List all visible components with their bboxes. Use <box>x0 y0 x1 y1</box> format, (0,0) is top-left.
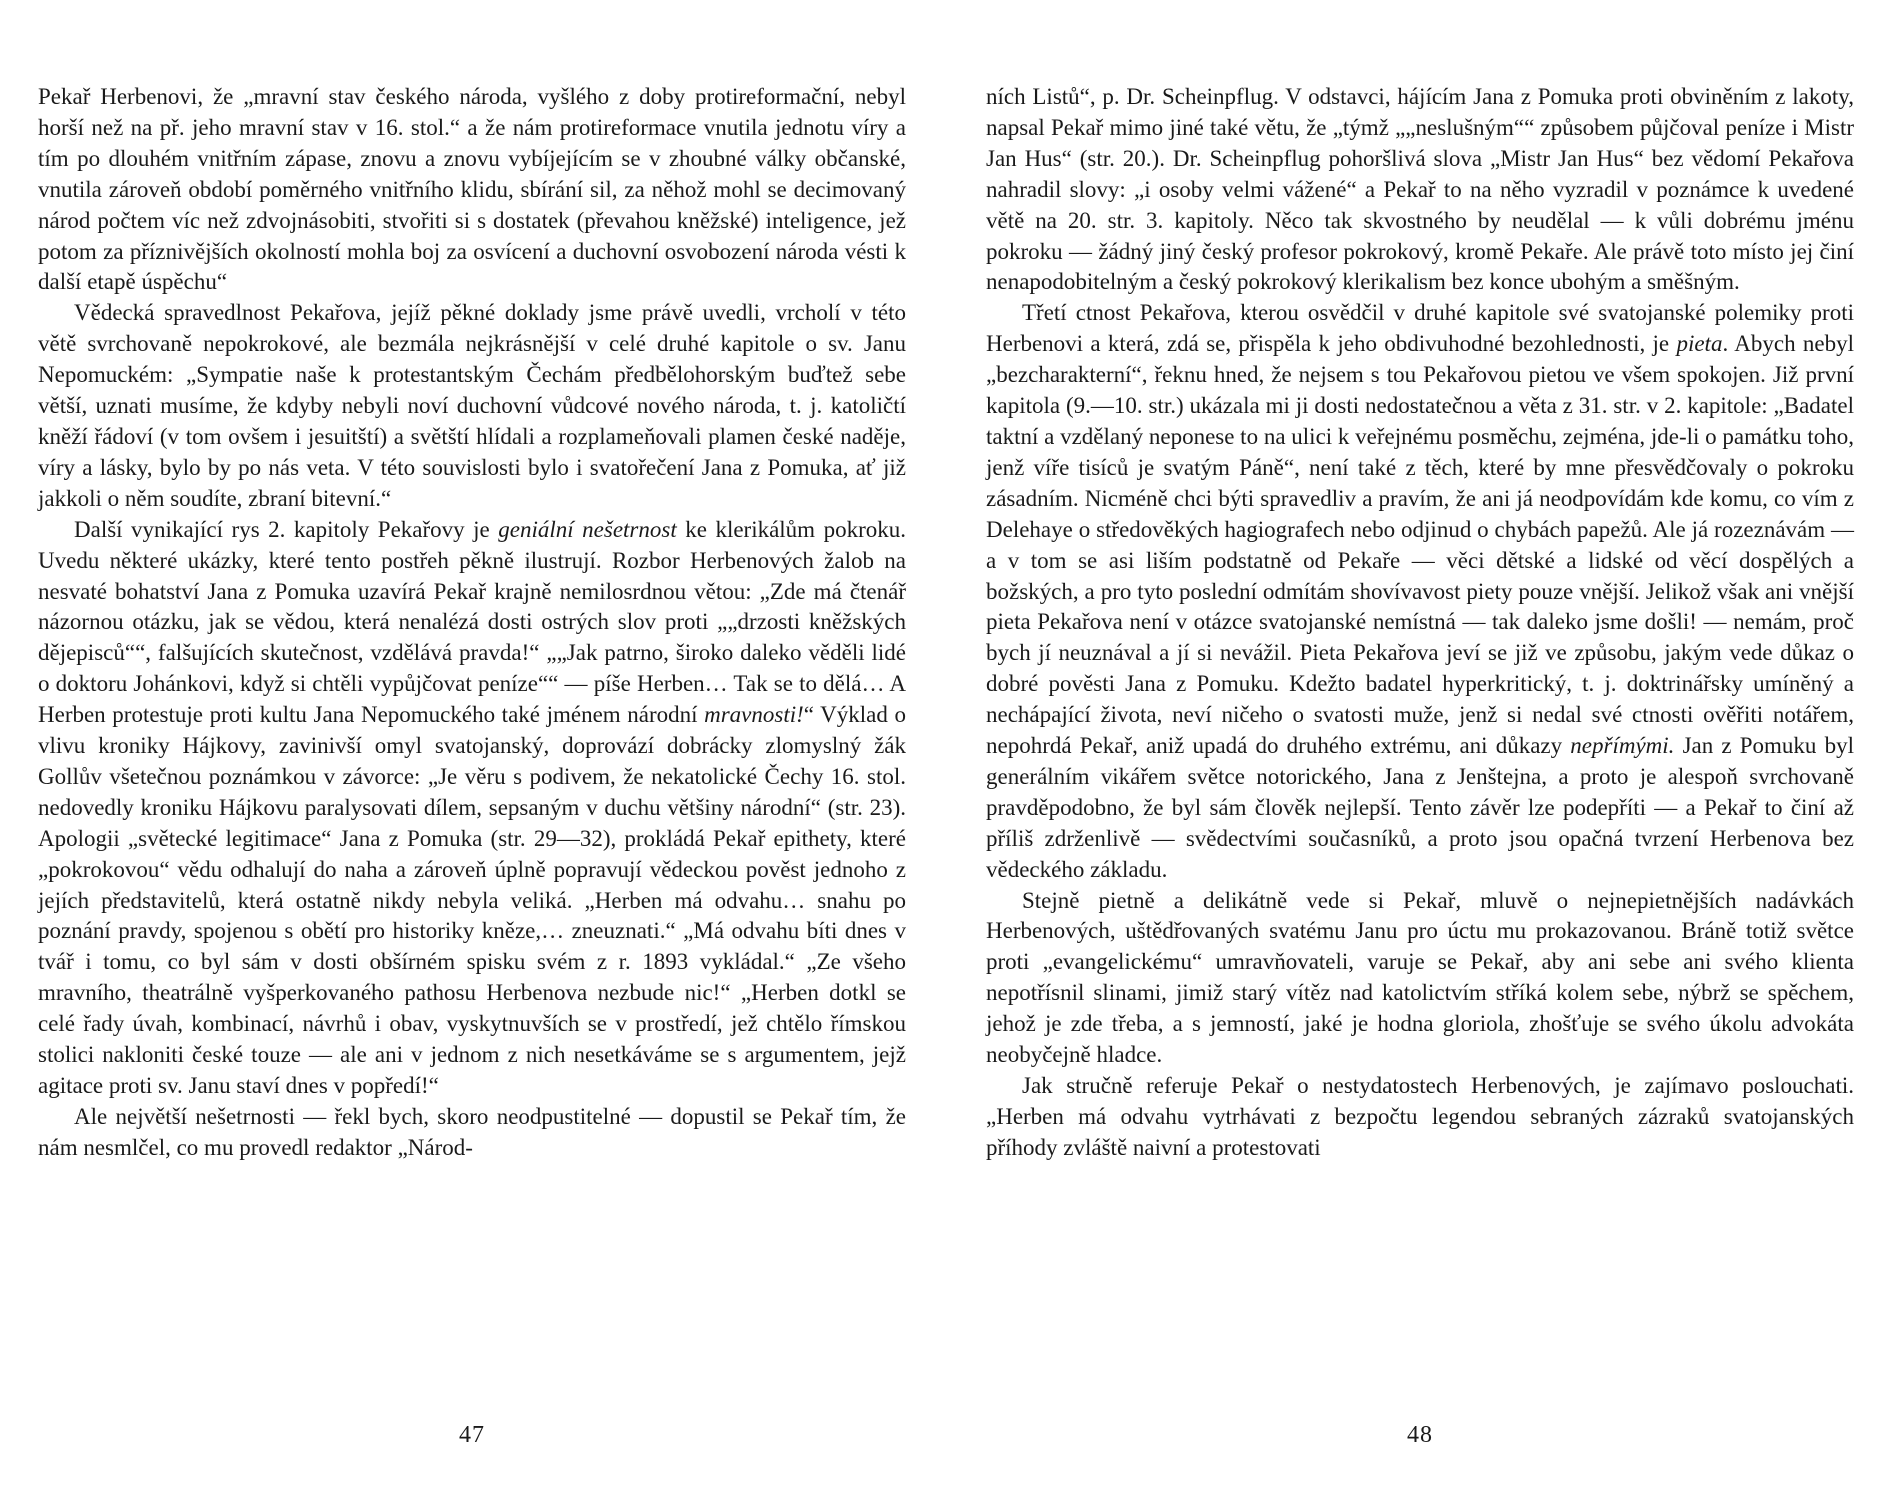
text-run: Jan z Pomuku byl generálním vikářem světce notorického, Jana z Jenštejna, a proto je alespoň svrchovaně pravděpodobno, že byl sám člověk nejlepší. Tento závěr lze podepříti — a Pekař to činí až příliš zdrženlivě — svědectvími současníků, a proto jsou opačná tvrzení Herbenova bez vědeckého základu. <box>986 733 1854 882</box>
italic-phrase: geniální nešetrnost <box>498 516 677 542</box>
italic-phrase: nepřímými. <box>1570 733 1675 759</box>
right-paragraph <box>986 1071 1854 1164</box>
text-run: Pekař Herbenovi, že „mravní stav českého národa, vyšlého z doby protireformační, nebyl horší než na př. jeho mravní stav v 16. stol.“ a že nám protireformace vnutila jednotu víry a tím po dlouhém vnitřním zápase, znovu a znovu vybíjejícím se v zhoubné války občanské, vnutila zároveň období poměrného vnitřního klidu, sbírání sil, za něhož mohl se decimovaný národ počtem víc než zdvojnásobiti, stvořiti si s dostatek (převahou kněžské) inteligence, jež potom za příznivějších okolností mohla boj za osvícení a duchovní osvobození národa vésti k další etapě úspěchu“ <box>38 84 906 295</box>
left-page <box>38 82 906 1448</box>
left-page-text <box>38 82 906 1164</box>
text-run: Stejně pietně a delikátně vede si Pekař, mluvě o nejnepietnějších nadávkách Herbenových, uštědřovaných svatému Janu pro úctu mu prokazovanou. Bráně totiž světce proti „evangelickému“ umravňovateli, varuje se Pekař, aby ani sebe ani svého klienta nepotřísnil slinami, jimiž starý vítěz nad katolictvím stříká kolem sebe, nýbrž se spěchem, jehož je zde třeba, a s jemností, jaké je hodna gloriola, zhošťuje se svého úkolu advokáta neobyčejně hladce. <box>986 887 1854 1068</box>
text-run: “ Výklad o vlivu kroniky Hájkovy, zavinivší omyl svatojanský, doprovází dobrácky zlomyslný žák Gollův všetečnou poznámkou v závorce: „Je věru s podivem, že nekatolické Čechy 16. stol. nedovedly kroniku Hájkovu paralysovati dílem, sepsaným v duchu většiny národní“ (str. 23). Apologii „světecké legitimace“ Jana z Pomuka (str. 29—32), prokládá Pekař epithety, které „pokrokovou“ vědu odhalují do naha a zároveň úplně popravují vědeckou pověst jednoho z jejích představitelů, která ostatně nikdy nebyla veliká. „Herben má odvahu… snahu po poznání pravdy, spojenou s obětí pro historiky kněze,… zneuznati.“ „Má odvahu bíti dnes v tvář i tomu, co byl sám v dosti obšírném spisku svém z r. 1893 vykládal.“ „Ze všeho mravního, theatrálně vyšperkovaného pathosu Herbenova nezbude nic!“ „Herben dotkl se celé řady úvah, kombinací, návrhů i obav, vyskytnuvších se v prostředí, jež chtělo římskou stolici nakloniti české touze — ale ani v jednom z nich nesetkáváme se s argumentem, jejž agitace proti sv. Janu staví dnes v popředí!“ <box>38 702 906 1098</box>
right-page <box>986 82 1854 1448</box>
text-run: Třetí ctnost Pekařova, kterou osvědčil v druhé kapitole své svatojanské polemiky proti Herbenovi a která, zdá se, přispěla k jeho obdivuhodné bezohlednosti, je <box>986 300 1854 357</box>
left-paragraph <box>38 82 906 298</box>
left-paragraph <box>38 1102 906 1164</box>
text-run: Vědecká spravedlnost Pekařova, jejíž pěkné doklady jsme právě uvedli, vrcholí v této větě svrchovaně nepokrokové, ale bezmála nejkrásnější v celé druhé kapitole o sv. Janu Nepomuckém: „Sympatie naše k protestantským Čechám předbělohorským buďtež sebe větší, uznati musíme, že kdyby nebyli noví duchovní vůdcové nového národa, t. j. katoličtí kněží řádoví (v tom ovšem i jesuitští) a světští hlídali a rozplameňovali plamen české naděje, víry a lásky, bylo by po nás veta. V této souvislosti bylo i svatořečení Jana z Pomuka, ať již jakkoli o něm soudíte, zbraní bitevní.“ <box>38 300 906 511</box>
right-paragraph <box>986 298 1854 885</box>
right-page-number: 48 <box>1407 1422 1433 1448</box>
left-paragraph <box>38 298 906 514</box>
right-paragraph <box>986 82 1854 298</box>
text-run: Ale největší nešetrnosti — řekl bych, skoro neodpustitelné — dopustil se Pekař tím, že nám nesmlčel, co mu provedl redaktor „Národ- <box>38 1103 906 1160</box>
text-run: Další vynikající rys 2. kapitoly Pekařovy je <box>74 516 499 542</box>
text-run: ních Listů“, p. Dr. Scheinpflug. V odstavci, hájícím Jana z Pomuka proti obviněním z lakoty, napsal Pekař mimo jiné také větu, že „týmž „„neslušným““ způsobem půjčoval peníze i Mistr Jan Hus“ (str. 20.). Dr. Scheinpflug pohoršlivá slova „Mistr Jan Hus“ bez vědomí Pekařova nahradil slovy: „i osoby velmi vážené“ a Pekař to na něho vyzradil v poznámce k uvedené větě na 20. str. 3. kapitoly. Něco tak skvostného by neudělal — k vůli dobrému jménu pokroku — žádný jiný český profesor pokrokový, kromě Pekaře. Ale právě toto místo jej činí nenapodobitelným a český pokrokový klerikalism bez konce ubohým a směšným. <box>986 84 1854 295</box>
left-paragraph <box>38 515 906 1102</box>
italic-phrase: mravnosti! <box>704 702 804 728</box>
text-run: ke klerikálům pokroku. Uvedu některé ukázky, které tento postřeh pěkně ilustrují. Rozbor Herbenových žalob na nesvaté bohatství Jana z Pomuka uzavírá Pekař krajně nemilosrdnou větou: „Zde má čtenář názornou otázku, jak se vědou, která nenalézá dosti ostrých slov proti „„drzosti kněžských dějepisců““, falšujících skutečnost, vzdělává pravda!“ „„Jak patrno, široko daleko věděli lidé o doktoru Johánkovi, když si chtěli vypůjčovat peníze““ — píše Herben… Tak se to dělá… A Herben protestuje proti kultu Jana Nepomuckého také jménem národní <box>38 516 906 728</box>
right-paragraph <box>986 886 1854 1071</box>
right-page-text <box>986 82 1854 1164</box>
left-page-number: 47 <box>459 1422 485 1448</box>
text-run: . Abych nebyl „bezcharakterní“, řeknu hned, že nejsem s tou Pekařovou pietou ve všem spokojen. Již první kapitola (9.—10. str.) ukázala mi ji dosti nedostatečnou a věta z 31. str. v 2. kapitole: „Badatel taktní a vzdělaný neponese to na ulici k veřejnému posměchu, zejména, jde-li o památku toho, jenž víře tisíců je svatým Páně“, není také z těch, které by mne přesvědčovaly o pokroku zásadním. Nicméně chci býti spravedliv a pravím, že ani já neodpovídám kde komu, co vím z Delehaye o středověkých hagiografech nebo odjinud o chybách papežů. Ale já rozeznávám — a v tom se asi liším podstatně od Pekaře — věci dětské a lidské od věcí dospělých a božských, a pro tyto poslední odmítám shovívavost piety pouze vnější. Jelikož však ani vnější pieta Pekařova není v otázce svatojanské nemístná — tak daleko jsme došli! — nemám, proč bych jí neuznával a jí si nevážil. Pieta Pekařova jeví se již ve způsobu, jakým vede důkaz o dobré pověsti Jana z Pomuku. Kdežto badatel hyperkritický, t. j. doktrinářsky umíněný a nechápající života, neví ničeho o svatosti muže, jenž si nedal své ctnosti ověřiti notářem, nepohrdá Pekař, aniž upadá do druhého extrému, ani důkazy <box>986 331 1854 759</box>
italic-phrase: pieta <box>1676 331 1723 357</box>
text-run: Jak stručně referuje Pekař o nestydatostech Herbenových, je zajímavo poslouchati. „Herben má odvahu vytrhávati z bezpočtu legendou sebraných zázraků svatojanských příhody zvláště naivní a protestovati <box>986 1073 1854 1160</box>
